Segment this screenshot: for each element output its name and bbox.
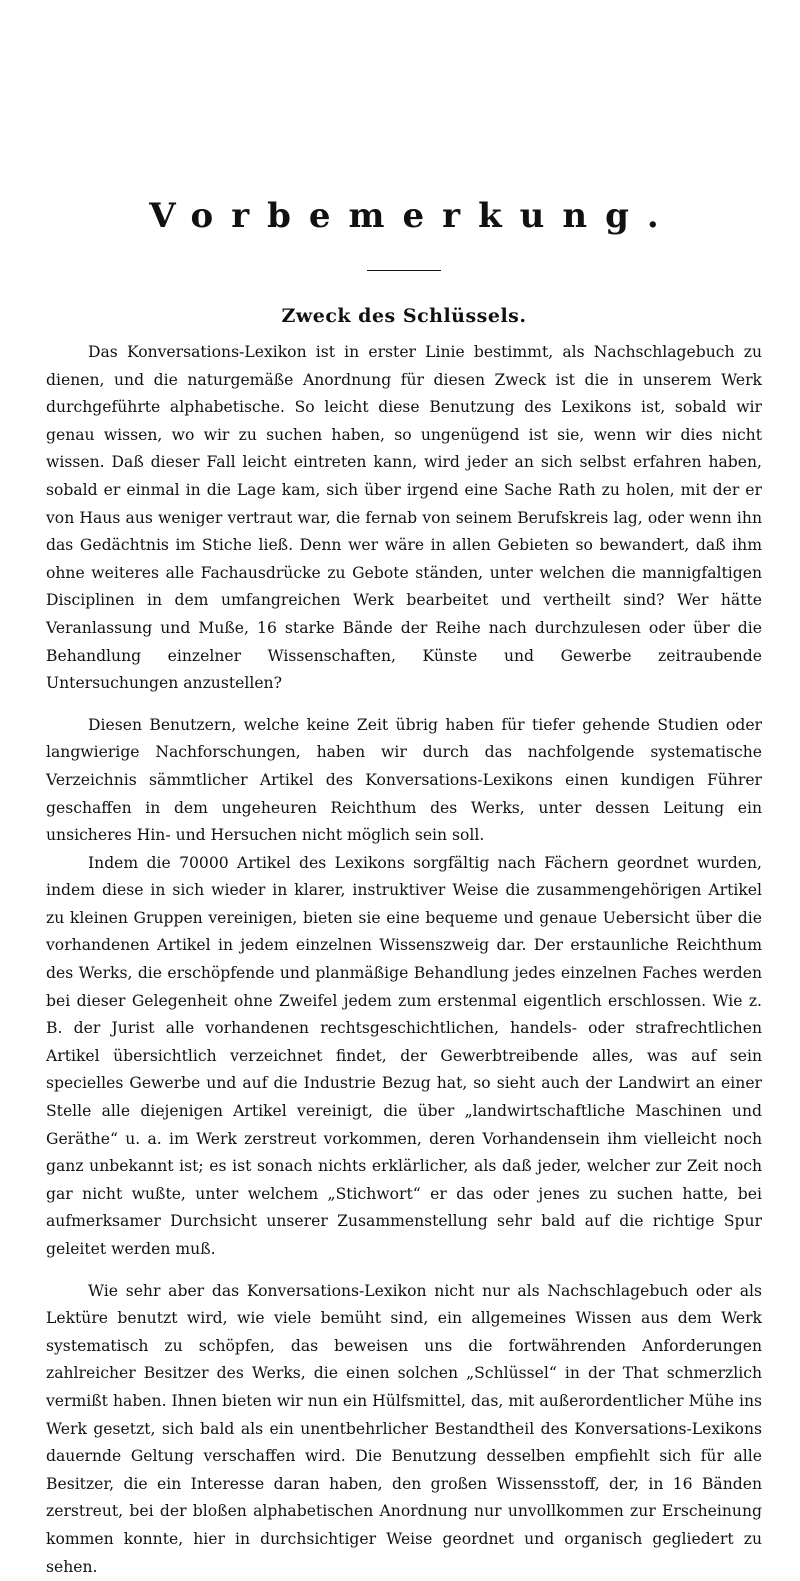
paragraph-3: Indem die 70000 Artikel des Lexikons sorgfältig nach Fächern geordnet wurden, indem diese in sich wieder in klarer, instruktiver Weise die zusammengehörigen Artikel zu kleinen Gruppen vereinigen, bieten sie eine bequeme und genaue Uebersicht über die vorhandenen Artikel in jedem einzelnen Wissenszweig dar. Der erstaunliche Reichthum des Werks, die erschöpfende und planmäßige Behandlung jedes einzelnen Faches werden bei dieser Gelegenheit ohne Zweifel jedem zum erstenmal eigentlich erschlossen. Wie z. B. der Jurist alle vorhandenen rechtsgeschichtlichen, handels- oder strafrechtlichen Artikel übersichtlich verzeichnet findet, der Gewerbtreibende alles, was auf sein specielles Gewerbe und auf die Industrie Bezug hat, so sieht auch der Landwirt an einer Stelle alle diejenigen Artikel vereinigt, die über „landwirtschaftliche Maschinen und Geräthe“ u. a. im Werk zerstreut vorkommen, deren Vorhandensein ihm vielleicht noch ganz unbekannt ist; es ist sonach nichts erklärlicher, als daß jeder, welcher zur Zeit noch gar nicht wußte, unter welchem „Stichwort“ er das oder jenes zu suchen hatte, bei aufmerksamer Durchsicht unserer Zusammenstellung sehr bald auf die richtige Spur geleitet werden muß. (46, 853, 762, 1258)
title-divider (367, 270, 441, 271)
paragraph-1: Das Konversations-Lexikon ist in erster Linie bestimmt, als Nachschlagebuch zu dienen, und die naturgemäße Anordnung für diesen Zweck ist die in unserem Werk durchgeführte alphabetische. So leicht diese Benutzung des Lexikons ist, sobald wir genau wissen, wo wir zu suchen haben, so ungenügend ist sie, wenn wir dies nicht wissen. Daß dieser Fall leicht eintreten kann, wird jeder an sich selbst erfahren haben, sobald er einmal in die Lage kam, sich über irgend eine Sache Rath zu holen, mit der er von Haus aus weniger vertraut war, die fernab von seinem Berufskreis lag, oder wenn ihn das Gedächtnis im Stiche ließ. Denn wer wäre in allen Gebieten so bewandert, daß ihm ohne weiteres alle Fachausdrücke zu Gebote ständen, unter welchen die mannigfaltigen Disciplinen in dem umfangreichen Werk bearbeitet und vertheilt sind? Wer hätte Veranlassung und Muße, 16 starke Bände der Reihe nach durchzulesen oder über die Behandlung einzelner Wissenschaften, Künste und Gewerbe zeitraubende Untersuchungen anzustellen? (46, 343, 762, 693)
page-title: Vorbemerkung. (149, 196, 677, 236)
section-heading: Zweck des Schlüssels. (281, 305, 527, 327)
paragraph-4: Wie sehr aber das Konversations-Lexikon nicht nur als Nachschlagebuch oder als Lektüre benutzt wird, wie viele bemüht sind, ein allgemeines Wissen aus dem Werk systematisch zu schöpfen, das beweisen uns die fortwährenden Anforderungen zahlreicher Besitzer des Werks, die einen solchen „Schlüssel“ in der That schmerzlich vermißt haben. Ihnen bieten wir nun ein Hülfsmittel, das, mit außerordentlicher Mühe ins Werk gesetzt, sich bald als ein unentbehrlicher Bestandtheil des Konversations-Lexikons dauernde Geltung verschaffen wird. Die Benutzung desselben empfiehlt sich für alle Besitzer, die ein Interesse daran haben, den großen Wissensstoff, der, in 16 Bänden zerstreut, bei der bloßen alphabetischen Anordnung nur unvollkommen zur Erscheinung kommen konnte, hier in durchsichtiger Weise geordnet und organisch gegliedert zu sehen. (46, 1281, 762, 1576)
paragraph-2: Diesen Benutzern, welche keine Zeit übrig haben für tiefer gehende Studien oder langwierige Nachforschungen, haben wir durch das nachfolgende systematische Verzeichnis sämmtlicher Artikel des Konversations-Lexikons einen kundigen Führer geschaffen in dem ungeheuren Reichthum des Werks, unter dessen Leitung ein unsicheres Hin- und Hersuchen nicht möglich sein soll. (46, 715, 762, 845)
